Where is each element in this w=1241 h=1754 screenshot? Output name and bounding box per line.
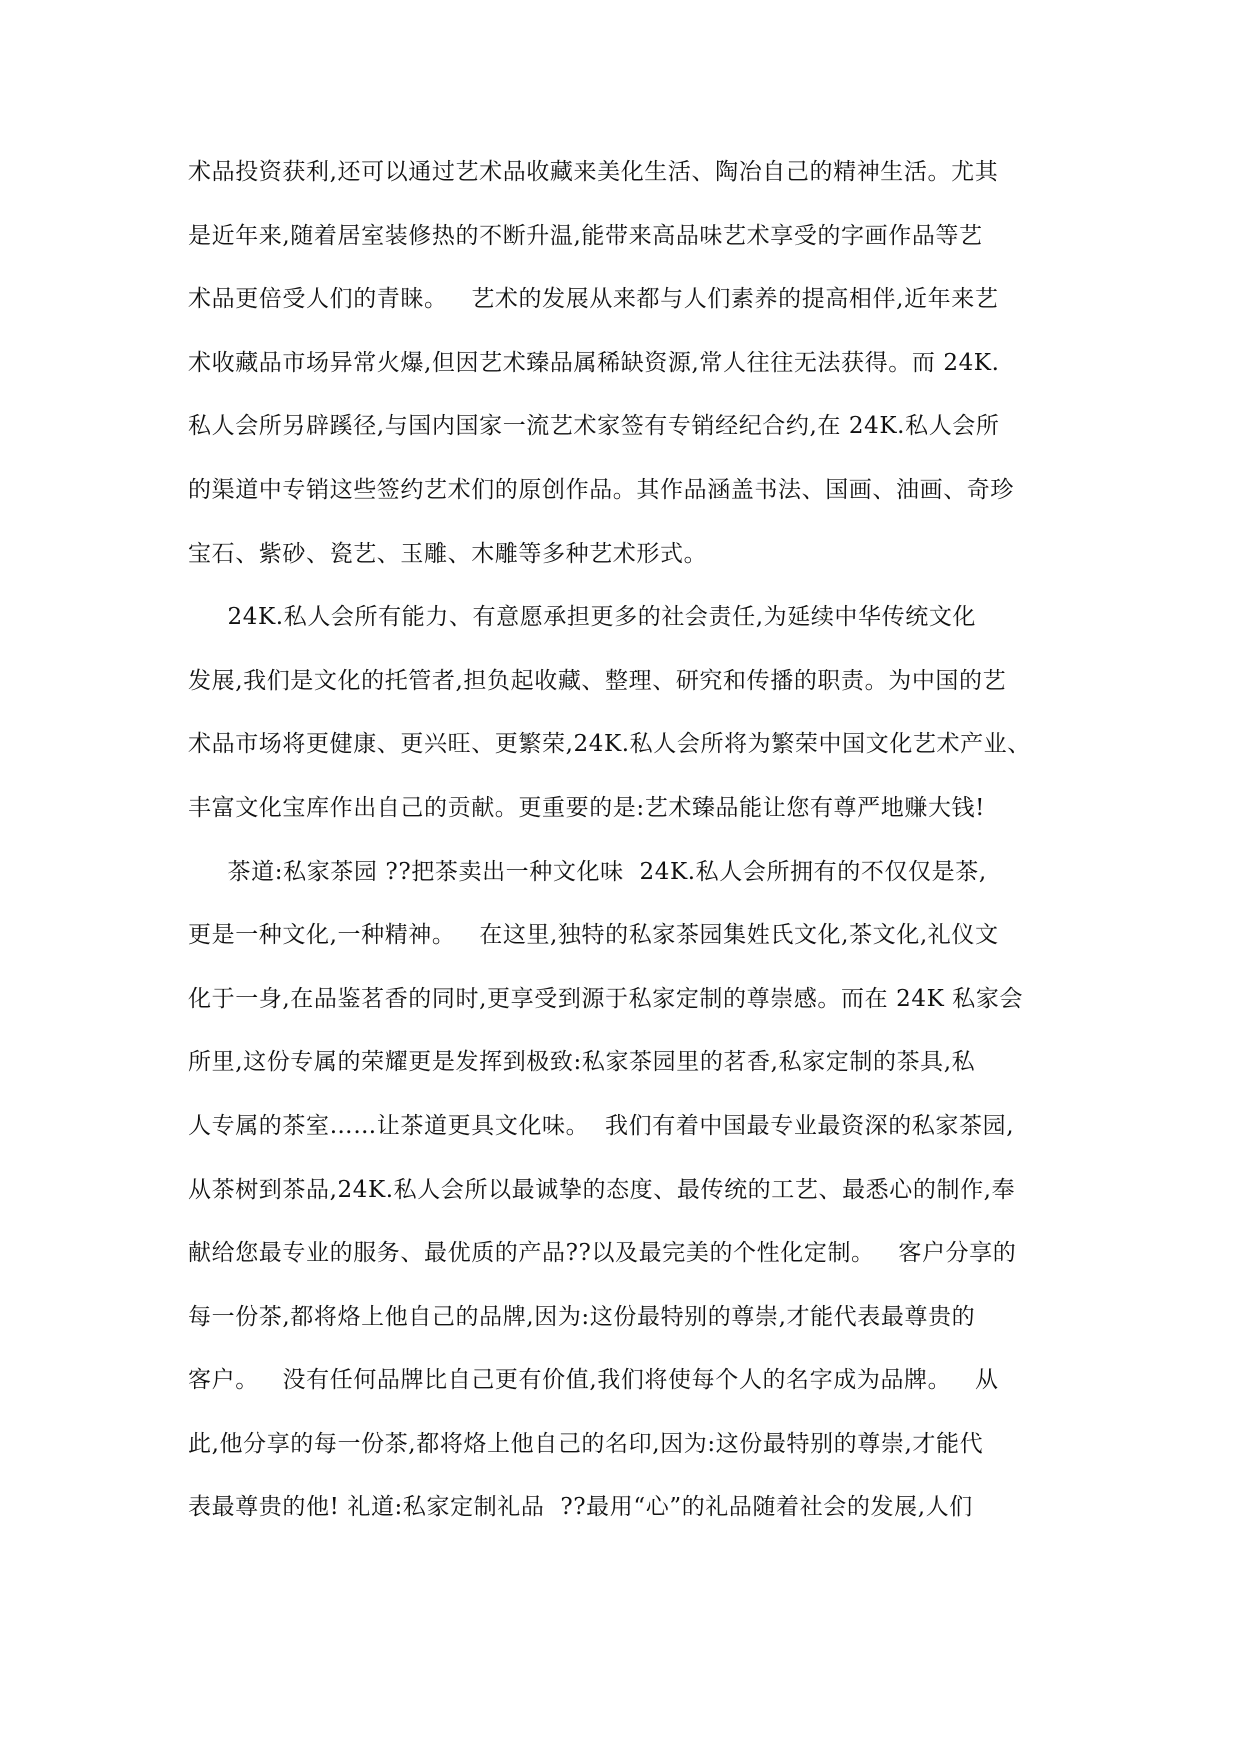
- text-line: 术收藏品市场异常火爆,但因艺术臻品属稀缺资源,常人往往无法获得。而 24K.: [188, 349, 1000, 376]
- body-text: [188, 158, 1068, 1557]
- text-line: 宝石、紫砂、瓷艺、玉雕、木雕等多种艺术形式。: [188, 540, 708, 567]
- text-line: 丰富文化宝库作出自己的贡献。更重要的是:艺术臻品能让您有尊严地赚大钱!: [188, 794, 985, 821]
- text-line: 术品更倍受人们的青睐。 艺术的发展从来都与人们素养的提高相伴,近年来艺: [188, 286, 999, 313]
- text-line: 人专属的茶室……让茶道更具文化味。 我们有着中国最专业最资深的私家茶园,: [188, 1112, 1015, 1139]
- text-line: 所里,这份专属的荣耀更是发挥到极致:私家茶园里的茗香,私家定制的茶具,私: [188, 1049, 976, 1076]
- text-line: 术品市场将更健康、更兴旺、更繁荣,24K.私人会所将为繁荣中国文化艺术产业、: [188, 731, 1031, 758]
- text-line: 客户。 没有任何品牌比自己更有价值,我们将使每个人的名字成为品牌。 从: [188, 1367, 999, 1394]
- text-line: 更是一种文化,一种精神。 在这里,独特的私家茶园集姓氏文化,茶文化,礼仪文: [188, 922, 999, 949]
- text-line: 是近年来,随着居室装修热的不断升温,能带来高品味艺术享受的字画作品等艺: [188, 222, 983, 249]
- text-line: 24K.私人会所有能力、有意愿承担更多的社会责任,为延续中华传统文化: [188, 604, 977, 631]
- text-line: 发展,我们是文化的托管者,担负起收藏、整理、研究和传播的职责。为中国的艺: [188, 667, 1007, 694]
- text-line: 献给您最专业的服务、最优质的产品??以及最完美的个性化定制。 客户分享的: [188, 1240, 1017, 1267]
- text-line: 术品投资获利,还可以通过艺术品收藏来美化生活、陶冶自己的精神生活。尤其: [188, 159, 999, 185]
- text-line: 私人会所另辟蹊径,与国内国家一流艺术家签有专销经纪合约,在 24K.私人会所: [188, 413, 1000, 440]
- text-line: 茶道:私家茶园 ??把茶卖出一种文化味 24K.私人会所拥有的不仅仅是茶,: [188, 858, 987, 885]
- text-line: 此,他分享的每一份茶,都将烙上他自己的名印,因为:这份最特别的尊崇,才能代: [188, 1430, 984, 1457]
- text-line: 每一份茶,都将烙上他自己的品牌,因为:这份最特别的尊崇,才能代表最尊贵的: [188, 1303, 976, 1330]
- text-line: 的渠道中专销这些签约艺术们的原创作品。其作品涵盖书法、国画、油画、奇珍: [188, 476, 1014, 503]
- text-line: 化于一身,在品鉴茗香的同时,更享受到源于私家定制的尊崇感。而在 24K 私家会: [188, 985, 1024, 1012]
- text-line: 从茶树到茶品,24K.私人会所以最诚挚的态度、最传统的工艺、最悉心的制作,奉: [188, 1176, 1016, 1203]
- text-line: 表最尊贵的他! 礼道:私家定制礼品 ??最用“心”的礼品随着社会的发展,人们: [188, 1494, 973, 1521]
